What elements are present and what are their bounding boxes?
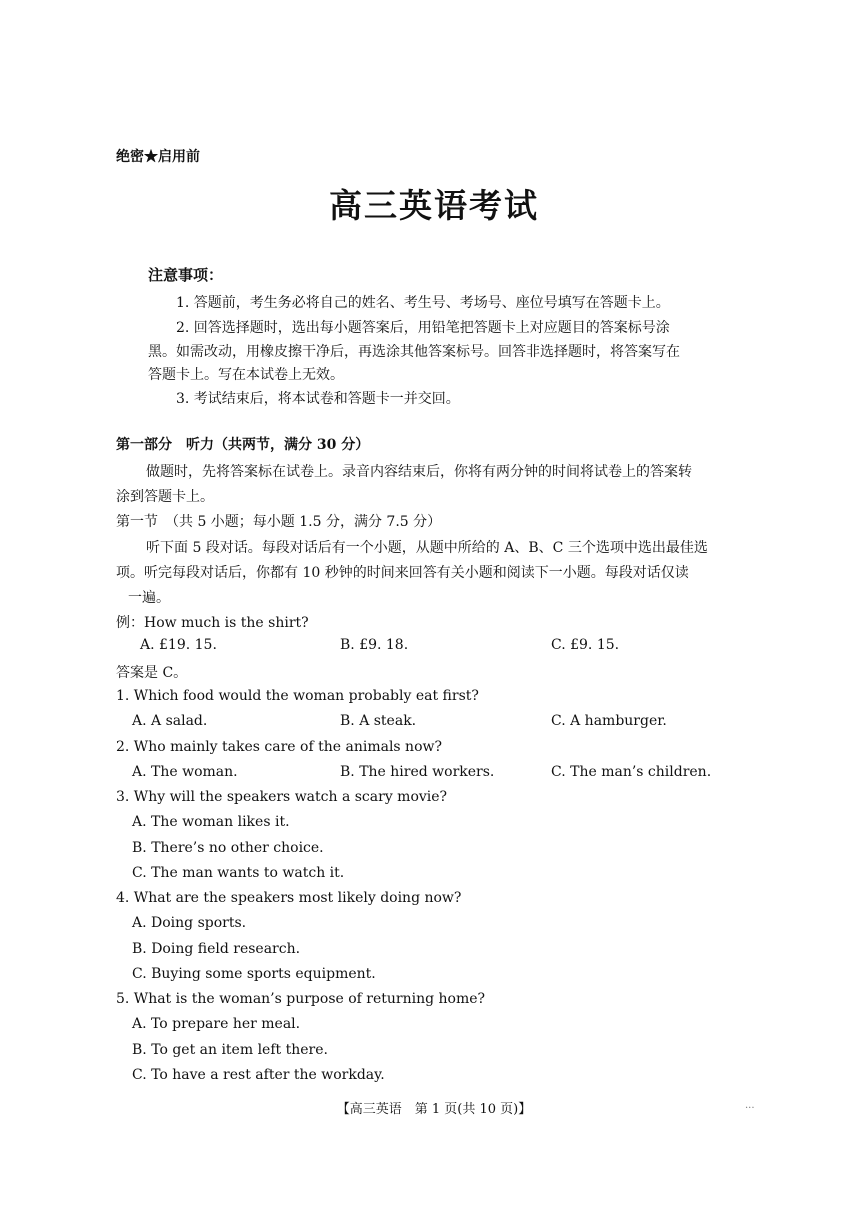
part1-heading: 第一部分 听力（共两节，满分 30 分）	[116, 437, 370, 453]
notice-item-1: 1. 答题前，考生务必将自己的姓名、考生号、考场号、座位号填写在答题卡上。	[176, 295, 670, 311]
question-5-option-b: B. To get an item left there.	[132, 1042, 328, 1058]
question-2-option-a: A. The woman.	[132, 764, 238, 780]
question-1-option-b: B. A steak.	[340, 713, 417, 729]
question-2-option-c: C. The man’s children.	[551, 764, 712, 780]
section1-instructions-line-3: 一遍。	[128, 590, 170, 606]
footer-mark: ...	[745, 1100, 755, 1111]
notice-item-2-line-2: 黑。如需改动，用橡皮擦干净后，再选涂其他答案标号。回答非选择题时，将答案写在	[148, 344, 680, 360]
question-2-option-b: B. The hired workers.	[340, 764, 495, 780]
section1-heading: 第一节 （共 5 小题；每小题 1.5 分，满分 7.5 分）	[116, 514, 442, 530]
question-5-option-a: A. To prepare her meal.	[132, 1016, 301, 1032]
example-question: 例：How much is the shirt?	[116, 615, 309, 631]
example-answer: 答案是 C。	[116, 665, 188, 681]
question-1-option-a: A. A salad.	[132, 713, 208, 729]
section1-instructions-line-1: 听下面 5 段对话。每段对话后有一个小题，从题中所给的 A、B、C 三个选项中选出最佳选	[146, 540, 708, 556]
question-3-option-b: B. There’s no other choice.	[132, 840, 324, 856]
question-1: 1. Which food would the woman probably eat first?	[116, 688, 479, 704]
notice-item-2-line-3: 答题卡上。写在本试卷上无效。	[148, 367, 344, 383]
example-option-c: C. £9. 15.	[551, 637, 620, 653]
exam-title: 高三英语考试	[329, 186, 539, 225]
question-2: 2. Who mainly takes care of the animals now?	[116, 739, 442, 755]
confidential-label: 绝密★启用前	[116, 149, 200, 165]
section1-instructions-line-2: 项。听完每段对话后，你都有 10 秒钟的时间来回答有关小题和阅读下一小题。每段对话仅读	[116, 565, 689, 581]
question-4-option-b: B. Doing field research.	[132, 941, 301, 957]
question-5: 5. What is the woman’s purpose of returning home?	[116, 991, 486, 1007]
example-option-b: B. £9. 18.	[340, 637, 409, 653]
page-footer: 【高三英语 第 1 页(共 10 页)】	[336, 1102, 532, 1117]
notice-heading: 注意事项：	[148, 266, 224, 284]
part1-intro-line-1: 做题时，先将答案标在试卷上。录音内容结束后，你将有两分钟的时间将试卷上的答案转	[146, 464, 692, 480]
question-3-option-a: A. The woman likes it.	[132, 814, 290, 830]
question-4: 4. What are the speakers most likely doing now?	[116, 890, 462, 906]
notice-item-2-line-1: 2. 回答选择题时，选出每小题答案后，用铅笔把答题卡上对应题目的答案标号涂	[176, 320, 670, 336]
question-1-option-c: C. A hamburger.	[551, 713, 667, 729]
question-4-option-c: C. Buying some sports equipment.	[132, 966, 376, 982]
question-5-option-c: C. To have a rest after the workday.	[132, 1067, 385, 1083]
example-option-a: A. £19. 15.	[140, 637, 217, 653]
notice-item-3: 3. 考试结束后，将本试卷和答题卡一并交回。	[176, 391, 460, 407]
question-4-option-a: A. Doing sports.	[132, 915, 247, 931]
question-3: 3. Why will the speakers watch a scary movie?	[116, 789, 448, 805]
question-3-option-c: C. The man wants to watch it.	[132, 865, 345, 881]
part1-intro-line-2: 涂到答题卡上。	[116, 489, 214, 505]
